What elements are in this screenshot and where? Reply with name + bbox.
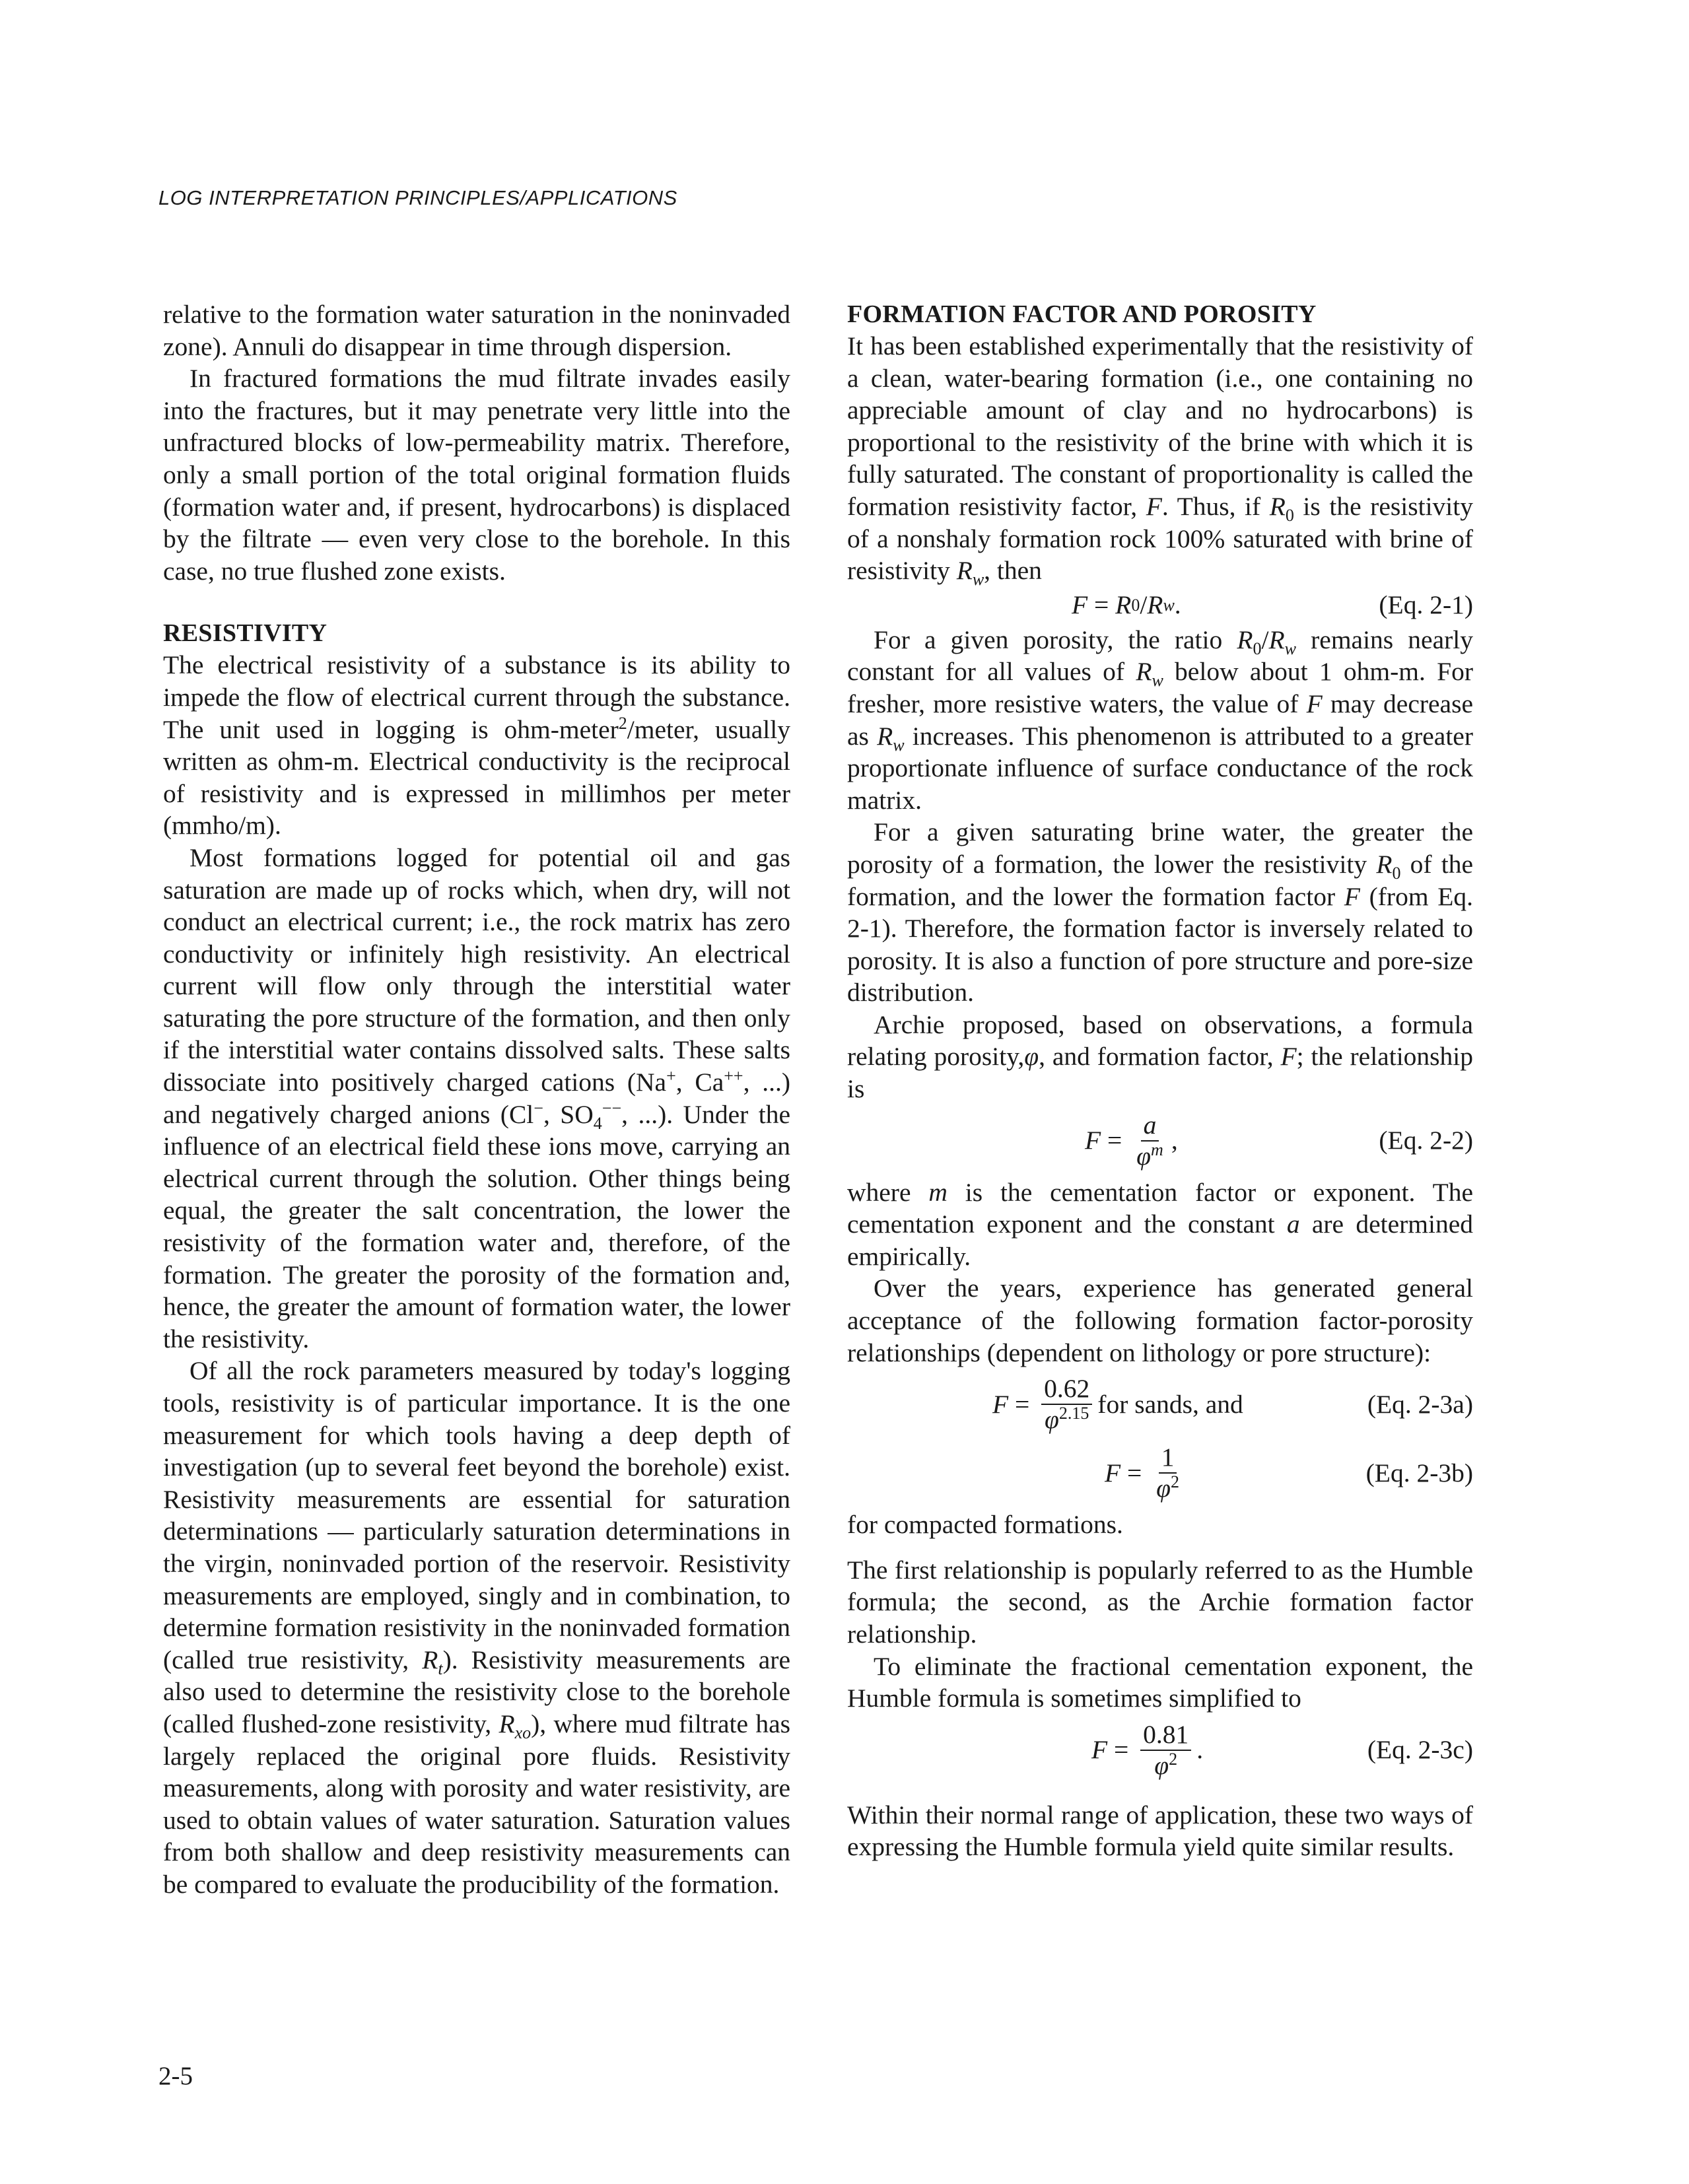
equation-2-1: F = R 0 / R w . (Eq. 2-1) — [847, 590, 1473, 621]
paragraph: The electrical resistivity of a substance is its ability to impede the flow of electrical current through the substance. The unit used in logging is ohm-meter$^2$/meter, usually written as ohm-m. Electrical conductivity is the reciprocal of resistivity and is expressed in millimhos per meter (mmho/m). — [163, 650, 790, 840]
paragraph: In fractured formations the mud filtrate invades easily into the fractures, but it may penetrate very little into the unfractured blocks of low-permeability matrix. Therefore, only a small portion of the total original formation fluids (formation water and, if present, hydrocarbons) is displaced by the filtrate — even very close to the borehole. In this case, no true flushed zone exists. — [163, 364, 790, 586]
equation-2-3b: F = $\frac{1}{\varphi^2}$ (Eq. 2-3b) — [1105, 1443, 1473, 1503]
section-heading-resistivity: RESISTIVITY — [163, 619, 327, 648]
running-header: LOG INTERPRETATION PRINCIPLES/APPLICATIONS — [158, 186, 677, 209]
paragraph: For a given saturating brine water, the greater the porosity of a formation, the lower the resistivity $R_0$ of the formation, and the lower the formation factor F (from Eq. 2-1). Therefore, the formation factor is inversely related to porosity. It is also a function of pore structure and pore-size distribution. — [847, 817, 1473, 1007]
page-number: 2-5 — [158, 2062, 193, 2090]
paragraph: Most formations logged for potential oil and gas saturation are made up of rocks which, when dry, will not conduct an electrical current; i.e., the rock matrix has zero conductivity or infinitely high resistivity. An electrical current will flow only through the interstitial water saturating the pore structure of the formation, and then only if the interstitial water contains dissolved salts. These salts dissociate into positively charged cations (Na+, Ca++, ...) and negatively charged anions (Cl−, $SO_4^{--}$, ...). Under the influence of an electrical field these ions move, carrying an electrical current through the solution. Other things being equal, the greater the salt concentration, the lower the resistivity of the formation water and, therefore, of the formation. The greater the porosity of the formation and, hence, the greater the amount of formation water, the lower the resistivity. — [163, 842, 790, 1353]
section-heading-formation-factor: FORMATION FACTOR AND POROSITY — [847, 300, 1317, 328]
left-column — [163, 298, 790, 1901]
paragraph: relative to the formation water saturation in the noninvaded zone). Annuli do disappear in time through dispersion. — [163, 300, 790, 361]
paragraph: To eliminate the fractional cementation exponent, the Humble formula is sometimes simplified to — [847, 1651, 1473, 1713]
equation-2-3c: F = $\frac{0.81}{\varphi^2}$ . (Eq. 2-3c) — [1091, 1719, 1473, 1780]
paragraph: Archie proposed, based on observations, a formula relating porosity,φ, and formation factor, F; the relationship is — [847, 1009, 1474, 1104]
equation-number: (Eq. 2-3b) — [1365, 1458, 1473, 1487]
equation-2-2: F = $\frac{a}{\varphi^m}$ , (Eq. 2-2) — [1085, 1110, 1473, 1171]
paragraph: It has been established experimentally that the resistivity of a clean, water-bearing formation (i.e., one containing no appreciable amount of clay and no hydrocarbons) is proportional to the resistivity of the brine with which it is fully saturated. The constant of proportionality is called the formation resistivity factor, F. Thus, if $R_0$ is the resistivity of a nonshaly formation rock 100% saturated with brine of resistivity $R_w$, then — [847, 331, 1473, 590]
paragraph: Of all the rock parameters measured by today's logging tools, resistivity is of particular importance. It is the one measurement for which tools having a deep depth of investigation (up to several feet beyond the borehole) exist. Resistivity measurements are essential for saturation determinations — particularly saturation determinations in the virgin, noninvaded portion of the reservoir. Resistivity measurements are employed, singly and in combination, to determine formation resistivity in the noninvaded formation (called true resistivity, $R_t$). Resistivity measurements are also used to determine the resistivity close to the borehole (called flushed-zone resistivity, $R_{xo}$), where mud filtrate has largely replaced the original pore fluids. Resistivity measurements, along with porosity and water resistivity, are used to obtain values of water saturation. Saturation values from both shallow and deep resistivity measurements can be compared to evaluate the producibility of the formation. — [163, 1356, 790, 1899]
paragraph: where m is the cementation factor or exponent. The cementation exponent and the constant a are determined empirically. — [847, 1177, 1473, 1271]
paragraph: For a given porosity, the ratio $R_0/R_w$ remains nearly constant for all values of $R_w$ below about 1 ohm-m. For fresher, more resistive waters, the value of F may decrease as $R_w$ increases. This phenomenon is attributed to a greater proportionate influence of surface conductance of the rock matrix. — [847, 625, 1473, 815]
equation-number: (Eq. 2-2) — [1379, 1126, 1473, 1155]
paragraph: for compacted formations. — [847, 1510, 1123, 1540]
paragraph: The first relationship is popularly referred to as the Humble formula; the second, as the Archie formation factor relationship. — [847, 1555, 1473, 1649]
right-column — [847, 298, 1473, 1863]
equation-2-3a: F = $\frac{0.62}{\varphi^{2.15}}$ for sands, and (Eq. 2-3a) — [992, 1374, 1473, 1435]
paragraph: Over the years, experience has generated general acceptance of the following formation factor-porosity relationships (dependent on lithology or pore structure): — [847, 1274, 1473, 1367]
equation-number: (Eq. 2-3a) — [1367, 1389, 1473, 1419]
equation-number: (Eq. 2-3c) — [1367, 1735, 1473, 1765]
equation-number: (Eq. 2-1) — [1379, 590, 1473, 620]
paragraph: Within their normal range of application, these two ways of expressing the Humble formula yield quite similar results. — [847, 1800, 1473, 1862]
